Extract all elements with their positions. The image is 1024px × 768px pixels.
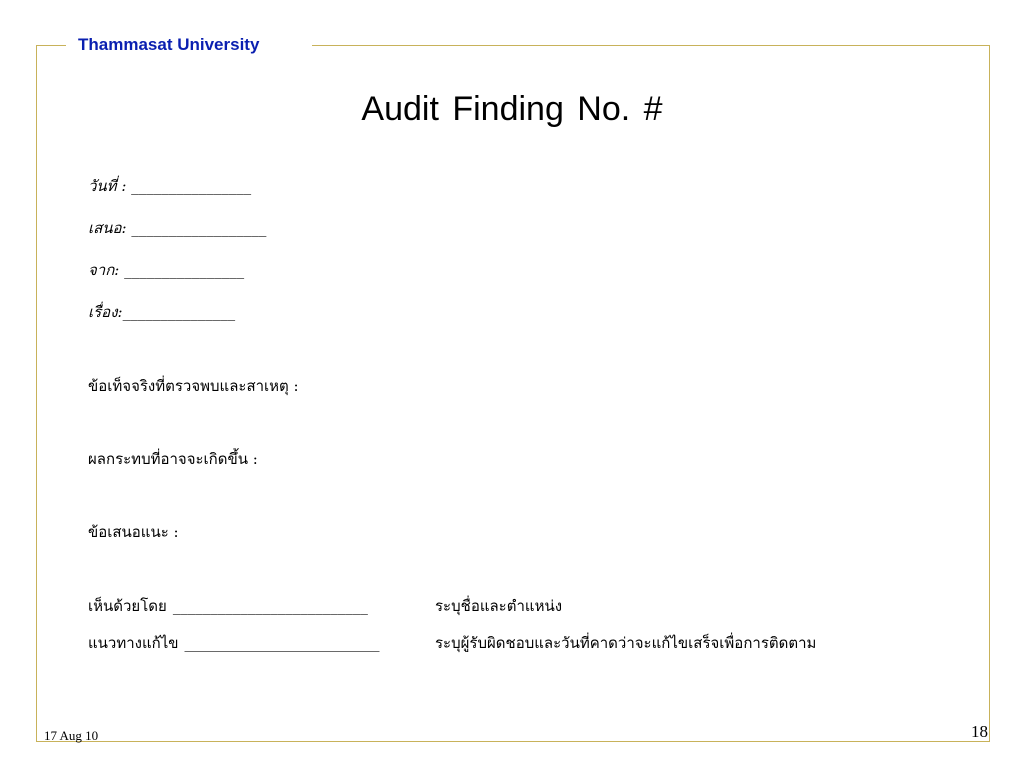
date-field	[88, 174, 251, 198]
agreed-by-blank: __________________________	[172, 597, 368, 615]
frame-bottom-line	[36, 741, 990, 742]
organization-name: Thammasat University	[78, 35, 260, 54]
corrective-action-row	[88, 631, 817, 655]
subject-label: เรื่อง:	[88, 303, 123, 321]
frame-top-left-line	[36, 45, 66, 46]
corrective-action-blank: __________________________	[184, 634, 380, 652]
date-blank: ________________	[131, 177, 252, 195]
frame-right-line	[989, 45, 990, 742]
from-field	[88, 258, 244, 282]
from-label: จาก:	[88, 261, 120, 279]
agreed-by-note: ระบุชื่อและตำแหน่ง	[435, 597, 563, 615]
to-blank: __________________	[131, 219, 267, 237]
subject-field	[88, 300, 235, 324]
page-number: 18	[971, 722, 988, 741]
footer-date: 17 Aug 10	[44, 728, 99, 743]
to-label: เสนอ:	[88, 219, 127, 237]
recommendation-section-label: ข้อเสนอแนะ :	[88, 523, 179, 541]
to-field	[88, 216, 266, 240]
from-blank: ________________	[124, 261, 245, 279]
corrective-action-label: แนวทางแก้ไข	[88, 634, 179, 652]
facts-section-label: ข้อเท็จจริงที่ตรวจพบและสาเหตุ :	[88, 377, 299, 395]
corrective-action-note: ระบุผู้รับผิดชอบและวันที่คาดว่าจะแก้ไขเสร็จเพื่อการติดตาม	[435, 634, 817, 652]
frame-top-right-line	[312, 45, 990, 46]
frame-left-line	[36, 45, 37, 742]
agreed-by-label: เห็นด้วยโดย	[88, 597, 167, 615]
slide-title: Audit Finding No. #	[361, 90, 663, 128]
subject-blank: _______________	[122, 303, 236, 321]
agreed-by-row	[88, 594, 563, 618]
date-label: วันที่ :	[88, 177, 127, 195]
impact-section-label: ผลกระทบที่อาจจะเกิดขึ้น :	[88, 450, 258, 468]
